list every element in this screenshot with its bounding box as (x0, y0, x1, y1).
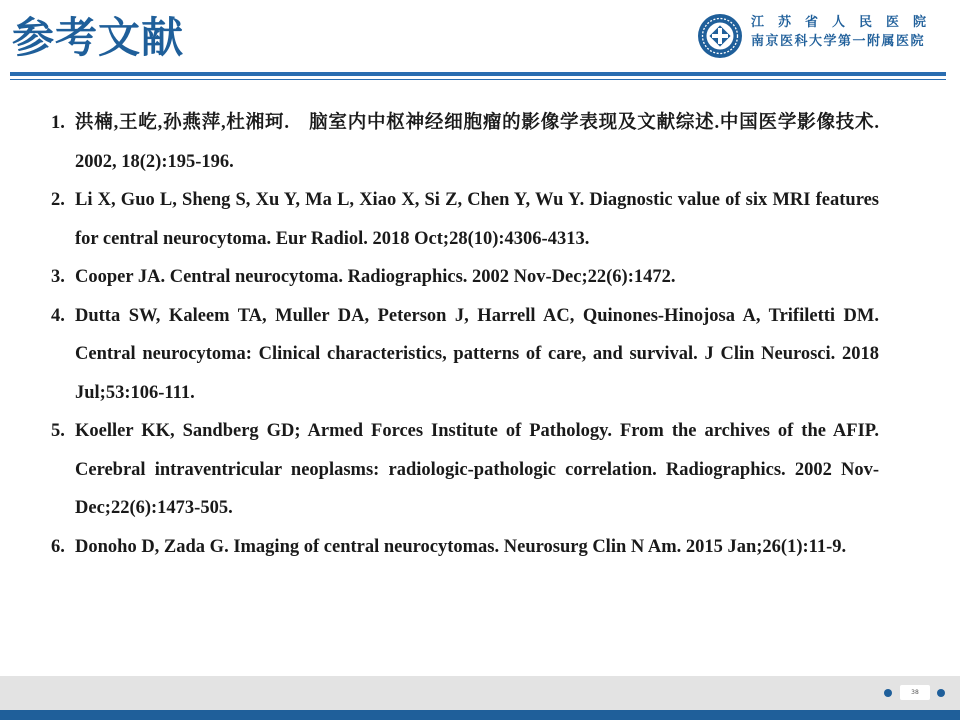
hospital-name (751, 14, 951, 52)
page-number: 38 (900, 685, 930, 700)
hospital-logo-icon (697, 13, 743, 59)
reference-number: 5. (51, 421, 65, 441)
hospital-name-line2: 南京医科大学第一附属医院 (751, 34, 926, 49)
reference-list (48, 104, 879, 566)
reference-item (48, 528, 879, 567)
reference-item (48, 181, 879, 258)
reference-number: 6. (51, 536, 65, 557)
reference-text: 洪楠,王屹,孙燕萍,杜湘珂. 脑室内中枢神经细胞瘤的影像学表现及文献综述.中国医学影像技术. 2002, 18(2):195-196. (75, 113, 879, 172)
reference-number: 2. (51, 190, 65, 210)
reference-text: Li X, Guo L, Sheng S, Xu Y, Ma L, Xiao X, Si Z, Chen Y, Wu Y. Diagnostic value of six MRI features for central neurocytoma. Eur Radiol. 2018 Oct;28(10):4306-4313. (75, 190, 879, 249)
reference-item (48, 297, 879, 413)
header-divider-thick (10, 72, 946, 76)
reference-text: Donoho D, Zada G. Imaging of central neurocytomas. Neurosurg Clin N Am. 2015 Jan;26(1):11-9. (75, 536, 847, 557)
reference-number: 1. (51, 113, 65, 133)
reference-number: 3. (51, 267, 65, 287)
footer-dot-icon (937, 689, 945, 697)
slide-header (0, 0, 960, 82)
reference-item (48, 258, 879, 297)
reference-number: 4. (51, 305, 65, 326)
reference-item (48, 412, 879, 528)
hospital-name-line1: 江苏省人民医院 (751, 15, 941, 30)
header-divider-thin (10, 79, 946, 80)
reference-text: Cooper JA. Central neurocytoma. Radiographics. 2002 Nov-Dec;22(6):1472. (75, 267, 676, 287)
reference-text: Koeller KK, Sandberg GD; Armed Forces Institute of Pathology. From the archives of the AFIP. Cerebral intraventricular neoplasms: radiologic-pathologic correlation. Radiographics. 2002 Nov-Dec;22(6):1473-505. (75, 421, 879, 518)
footer-band (0, 676, 960, 710)
footer-bar (0, 710, 960, 720)
reference-text: Dutta SW, Kaleem TA, Muller DA, Peterson J, Harrell AC, Quinones-Hinojosa A, Trifiletti DM. Central neurocytoma: Clinical characteristics, patterns of care, and survival. J Clin Neurosci. 2018 Jul;53:106-111. (75, 305, 879, 403)
footer-dot-icon (884, 689, 892, 697)
reference-item (48, 104, 879, 181)
page-title: 参考文献 (12, 13, 185, 62)
